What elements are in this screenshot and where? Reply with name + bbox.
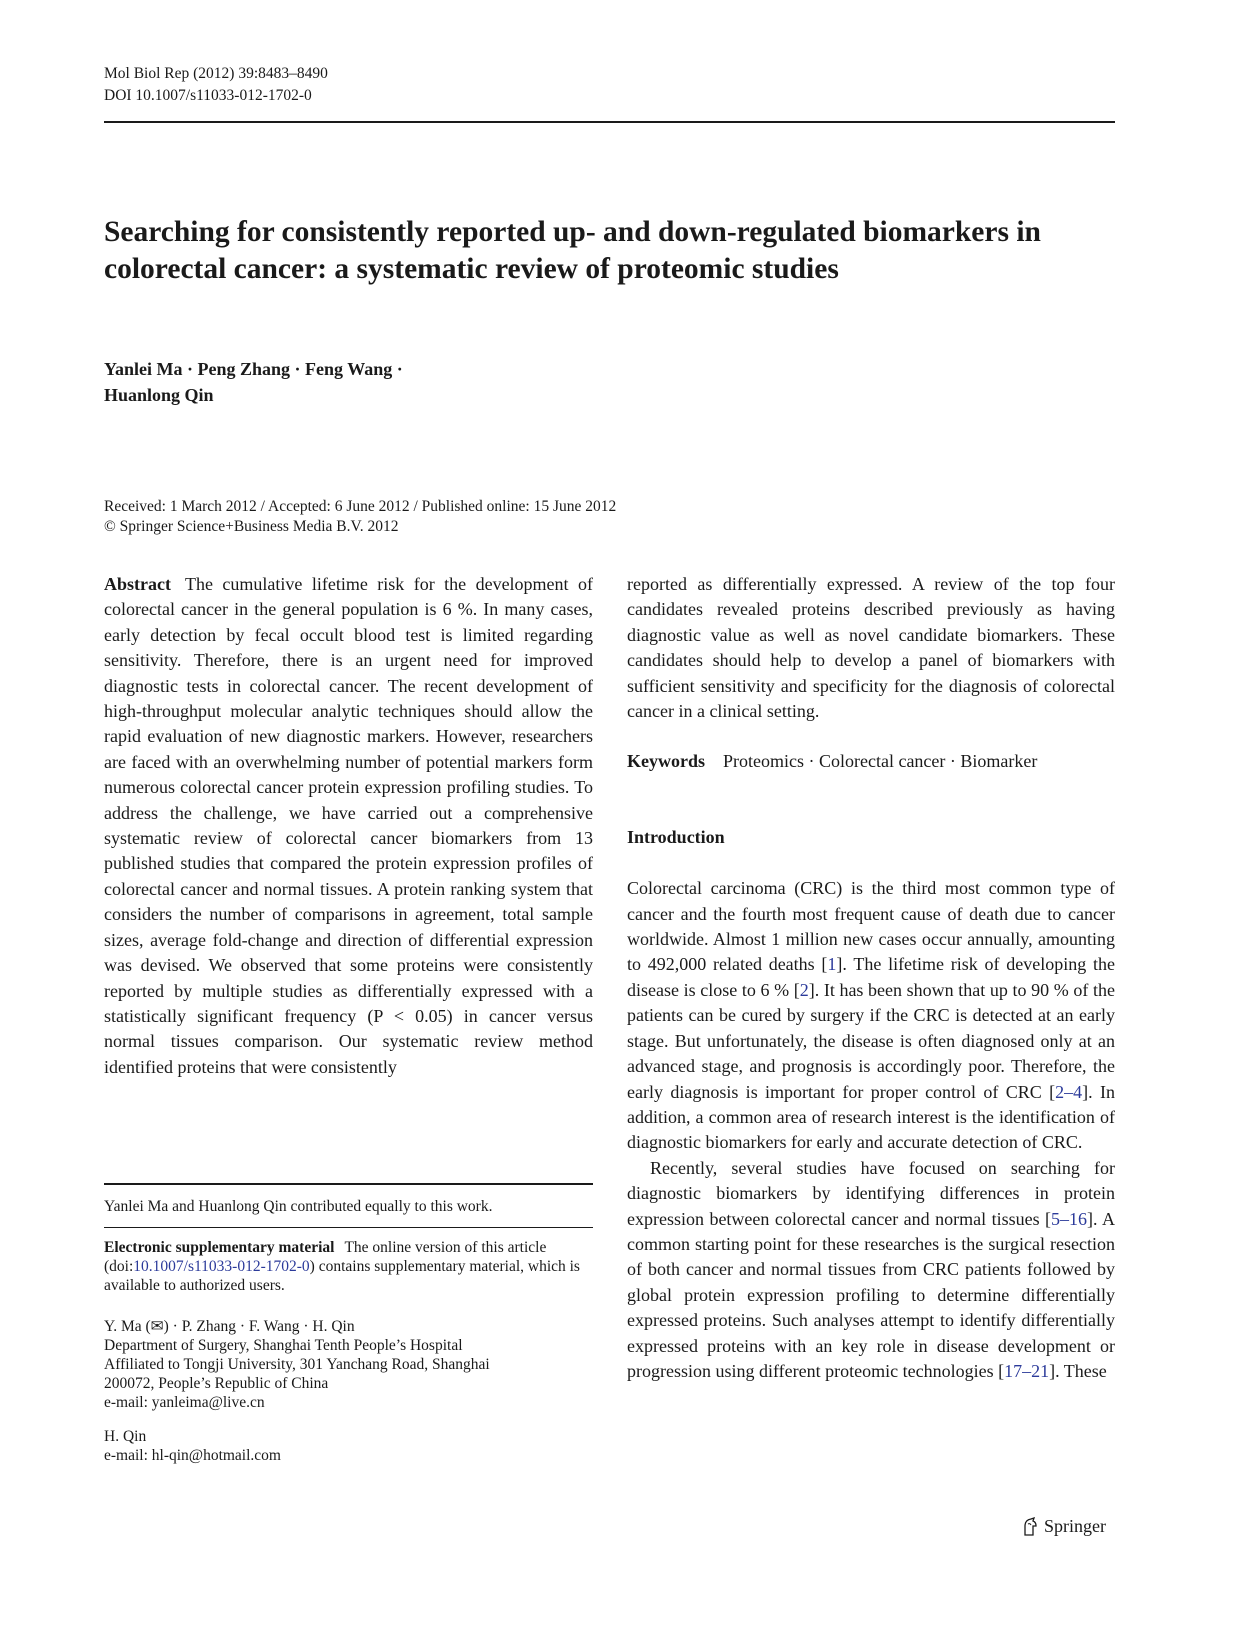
keywords-text: Proteomics · Colorectal cancer · Biomarker	[723, 751, 1038, 772]
introduction-heading: Introduction	[627, 826, 725, 847]
publisher-logo	[1021, 1516, 1106, 1537]
intro-p1-text-b: ]. The lifetime risk of developing the disease is close to 6 % [	[627, 954, 1115, 1000]
received-accepted-published: Received: 1 March 2012 / Accepted: 6 June 2012 / Published online: 15 June 2012	[104, 498, 617, 515]
intro-paragraph-1	[627, 876, 1115, 1155]
affiliation-line-3: 200072, People’s Republic of China	[104, 1375, 329, 1392]
keywords-label: Keywords	[627, 751, 705, 772]
qin-name: H. Qin	[104, 1428, 147, 1445]
abstract-continuation: reported as differentially expressed. A review of the top four candidates revealed proteins described previously as having diagnostic value as well as novel candidate biomarkers. These candidates should help to develop a panel of biomarkers with sufficient sensitivity and specificity for the diagnosis of colorectal cancer in a clinical setting.	[627, 574, 1115, 722]
header-divider	[104, 121, 1115, 123]
copyright-notice: © Springer Science+Business Media B.V. 2012	[104, 518, 399, 535]
affiliation-line-1: Department of Surgery, Shanghai Tenth People’s Hospital	[104, 1337, 463, 1354]
footnote-divider-2	[104, 1227, 593, 1228]
abstract-label: Abstract	[104, 574, 171, 594]
journal-citation	[104, 63, 328, 107]
right-column	[627, 572, 1115, 1384]
esm-label: Electronic supplementary material	[104, 1239, 335, 1256]
author-list	[104, 357, 704, 408]
affiliation-block	[104, 1317, 593, 1412]
esm-doi-link[interactable]: 10.1007/s11033-012-1702-0	[133, 1258, 310, 1275]
intro-p2-text-a: Recently, several studies have focused on searching for diagnostic biomarkers by identifying differences in protein expression between colorectal cancer and normal tissues [	[627, 1157, 1115, 1229]
qin-contact	[104, 1427, 593, 1465]
left-column	[104, 572, 593, 1080]
article-title: Searching for consistently reported up- and down-regulated biomarkers in colorectal cancer: a systematic review of proteomic studies	[104, 216, 1041, 285]
intro-p2-text-b: ]. A common starting point for these researches is the surgical resection of both cancer and normal tissues from CRC patients followed by global protein expression profiling to determine differentially expressed proteins. Such analyses attempt to identify differentially expressed proteins with an key role in disease development or progression using different proteomic technologies [	[627, 1208, 1115, 1381]
intro-p1-text-a: Colorectal carcinoma (CRC) is the third most common type of cancer and the fourth most frequent cause of death due to cancer worldwide. Almost 1 million new cases occur annually, amounting to 492,000 related deaths [	[627, 878, 1115, 975]
intro-p1-text-c: ]. It has been shown that up to 90 % of the patients can be cured by surgery if the CRC is detected at an early stage. But unfortunately, the disease is often diagnosed only at an advanced stage, and prognosis is accordingly poor. Therefore, the early diagnosis is important for proper control of CRC [	[627, 979, 1115, 1102]
springer-horse-icon	[1021, 1517, 1039, 1537]
publisher-name: Springer	[1044, 1516, 1106, 1536]
affiliation-authors: Y. Ma (✉) · P. Zhang · F. Wang · H. Qin	[104, 1318, 355, 1335]
citation-link-2-4[interactable]: 2–4	[1055, 1081, 1083, 1102]
keywords	[627, 749, 1115, 774]
article-dates	[104, 497, 616, 537]
esm-text-b: ) contains supplementary material, which is available to authorized users.	[104, 1258, 580, 1294]
affiliation-email: e-mail: yanleima@live.cn	[104, 1394, 265, 1411]
footnote-divider	[104, 1183, 593, 1185]
equal-contribution-note: Yanlei Ma and Huanlong Qin contributed equally to this work.	[104, 1198, 493, 1215]
citation-link-17-21[interactable]: 17–21	[1004, 1360, 1050, 1381]
authors-line-1: Yanlei Ma · Peng Zhang · Feng Wang ·	[104, 359, 403, 379]
abstract-text: The cumulative lifetime risk for the development of colorectal cancer in the general population is 6 %. In many cases, early detection by fecal occult blood test is limited regarding sensitivity. Therefore, there is an urgent need for improved diagnostic tests in colorectal cancer. The recent development of high-throughput molecular analytic techniques should allow the rapid evaluation of new diagnostic markers. However, researchers are faced with an overwhelming number of potential markers form numerous colorectal cancer protein expression profiling studies. To address the challenge, we have carried out a comprehensive systematic review of colorectal cancer biomarkers from 13 published studies that compared the protein expression profiles of colorectal cancer and normal tissues. A protein ranking system that considers the number of comparisons in agreement, total sample sizes, average fold-change and direction of differential expression was devised. We observed that some proteins were consistently reported by multiple studies as differentially expressed with a statistically significant frequency (P < 0.05) in cancer versus normal tissues comparison. Our systematic review method identified proteins that were consistently	[104, 574, 593, 1077]
esm-text-a: The online version of this article (doi:	[104, 1239, 547, 1275]
intro-p2-text-c: ]. These	[1049, 1360, 1107, 1381]
citation-link-2[interactable]: 2	[799, 979, 809, 1000]
intro-paragraph-2	[627, 1156, 1115, 1385]
qin-email: e-mail: hl-qin@hotmail.com	[104, 1447, 281, 1464]
intro-p1-text-d: ]. In addition, a common area of research interest is the identification of diagnostic biomarkers for early and accurate detection of CRC.	[627, 1081, 1115, 1153]
citation-link-1[interactable]: 1	[827, 954, 837, 975]
authors-line-2: Huanlong Qin	[104, 384, 214, 405]
abstract-paragraph	[104, 572, 593, 1080]
journal-line: Mol Biol Rep (2012) 39:8483–8490	[104, 65, 328, 82]
doi-line: DOI 10.1007/s11033-012-1702-0	[104, 87, 312, 104]
esm-note	[104, 1238, 593, 1295]
affiliation-line-2: Affiliated to Tongji University, 301 Yanchang Road, Shanghai	[104, 1356, 490, 1373]
citation-link-5-16[interactable]: 5–16	[1051, 1208, 1088, 1229]
